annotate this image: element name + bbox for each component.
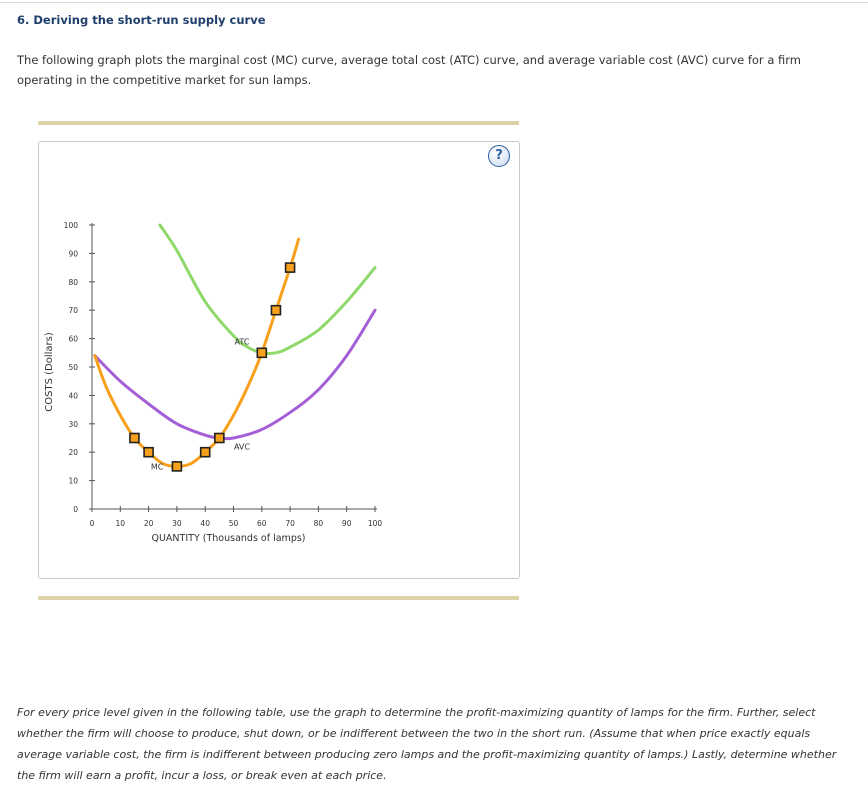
x-tick-label: 60 — [257, 519, 267, 528]
help-icon[interactable]: ? — [488, 145, 510, 167]
mc-point-marker — [144, 448, 153, 457]
x-tick-label: 10 — [115, 519, 126, 528]
y-tick-label: 60 — [68, 334, 78, 344]
y-tick-label: 0 — [73, 505, 78, 514]
mc-point-marker — [286, 263, 295, 272]
mc-curve-label: MC — [150, 462, 164, 472]
x-tick-label: 40 — [200, 519, 210, 528]
mc-point-marker — [201, 448, 210, 457]
mc-point-marker — [257, 348, 266, 357]
y-axis-title: COSTS (Dollars) — [44, 332, 55, 412]
y-tick-label: 20 — [68, 448, 78, 458]
y-tick-label: 50 — [68, 363, 78, 372]
intro-text: The following graph plots the marginal cost (MC) curve, average total cost (ATC) curve, and average variable cost (AVC) curve for a firm operating in the competitive market for sun lamps. — [17, 53, 801, 87]
x-tick-label: 90 — [341, 519, 352, 528]
mc-point-marker — [215, 434, 224, 443]
avc-curve — [95, 310, 375, 439]
avc-curve-label: AVC — [233, 442, 251, 452]
mc-point-marker — [172, 462, 181, 471]
x-tick-label: 50 — [228, 519, 239, 528]
y-tick-label: 70 — [68, 306, 78, 316]
x-tick-label: 0 — [89, 519, 95, 528]
x-axis-title: QUANTITY (Thousands of lamps) — [151, 533, 306, 544]
x-tick-label: 30 — [172, 519, 182, 528]
y-tick-label: 80 — [68, 277, 78, 287]
x-tick-label: 20 — [143, 519, 154, 528]
y-tick-label: 90 — [68, 249, 78, 259]
atc-curve-label: ATC — [234, 337, 250, 347]
mc-point-marker — [130, 434, 139, 443]
mc-point-marker — [271, 306, 280, 315]
instructions-text: For every price level given in the following table, use the graph to determine the profit-maximizing quantity of lamps for the firm. Further, select whether the firm will choose to produce, shut down, or be indifferent between the two in the short run. (Assume that when price exactly equals average variable cost, the firm is indifferent between producing zero lamps and the profit-maximizing quantity of lamps.) Lastly, determine whether the firm will earn a profit, incur a loss, or break even at each price. — [17, 706, 837, 782]
y-tick-label: 30 — [68, 419, 78, 429]
y-tick-label: 100 — [63, 221, 78, 230]
x-tick-label: 80 — [313, 519, 324, 528]
question-heading: 6. Deriving the short-run supply curve — [17, 13, 266, 27]
x-tick-label: 70 — [285, 519, 295, 528]
x-tick-label: 100 — [367, 519, 383, 528]
y-tick-label: 40 — [68, 391, 78, 401]
y-tick-label: 10 — [68, 476, 78, 486]
